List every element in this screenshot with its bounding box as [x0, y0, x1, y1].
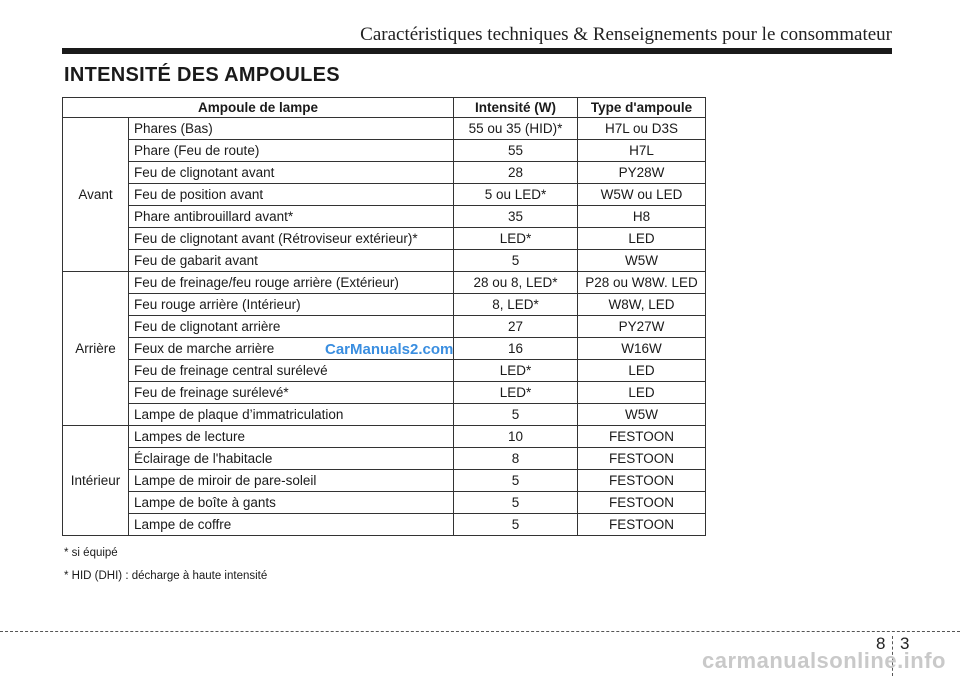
header-rule [62, 48, 892, 54]
carmanuals-watermark: CarManuals2.com [325, 341, 454, 358]
wattage-value: 5 ou LED* [454, 184, 578, 206]
wattage-value: LED* [454, 382, 578, 404]
table-row [63, 470, 706, 492]
table-row [63, 382, 706, 404]
table-row [63, 162, 706, 184]
wattage-value: 10 [454, 426, 578, 448]
bulb-type-value: PY27W [578, 316, 706, 338]
bulb-name: Feu rouge arrière (Intérieur) [129, 294, 454, 316]
header-bulb: Ampoule de lampe [63, 98, 454, 118]
bulb-name: Éclairage de l'habitacle [129, 448, 454, 470]
header-wattage: Intensité (W) [454, 98, 578, 118]
bulb-type-value: FESTOON [578, 426, 706, 448]
bulb-type-value: LED [578, 382, 706, 404]
chapter-number: 8 [876, 634, 886, 653]
wattage-value: 5 [454, 470, 578, 492]
bulb-wattage-table [62, 97, 706, 536]
section-title: INTENSITÉ DES AMPOULES [64, 64, 340, 86]
wattage-value: 8 [454, 448, 578, 470]
bulb-name: Feu de freinage/feu rouge arrière (Extérieur) [129, 272, 454, 294]
bulb-type-value: LED [578, 360, 706, 382]
table-header-row [63, 98, 706, 118]
footnote-hid: * HID (DHI) : décharge à haute intensité [64, 570, 268, 582]
bulb-type-value: FESTOON [578, 514, 706, 536]
footer-dashed-rule [0, 631, 960, 632]
wattage-value: 5 [454, 250, 578, 272]
table-row [63, 272, 706, 294]
group-label: Avant [63, 118, 129, 272]
bulb-name: Feu de clignotant arrière [129, 316, 454, 338]
bulb-name: Feu de clignotant avant (Rétroviseur extérieur)* [129, 228, 454, 250]
table-body [63, 118, 706, 536]
table-row [63, 294, 706, 316]
bulb-type-value: LED [578, 228, 706, 250]
table-row [63, 316, 706, 338]
site-watermark: carmanualsonline.info [702, 648, 946, 673]
footnote-optional: * si équipé [64, 547, 118, 559]
wattage-value: 28 ou 8, LED* [454, 272, 578, 294]
bulb-type-value: W5W [578, 404, 706, 426]
bulb-name: Lampes de lecture [129, 426, 454, 448]
bulb-type-value: W5W ou LED [578, 184, 706, 206]
wattage-value: 55 [454, 140, 578, 162]
table-row [63, 140, 706, 162]
bulb-type-value: FESTOON [578, 448, 706, 470]
wattage-value: 27 [454, 316, 578, 338]
table-row [63, 404, 706, 426]
group-label: Intérieur [63, 426, 129, 536]
bulb-type-value: W8W, LED [578, 294, 706, 316]
bulb-type-value: W16W [578, 338, 706, 360]
bulb-type-value: H7L ou D3S [578, 118, 706, 140]
bulb-name: Feu de freinage surélevé* [129, 382, 454, 404]
bulb-name: Feu de clignotant avant [129, 162, 454, 184]
bulb-name: Phares (Bas) [129, 118, 454, 140]
table-row [63, 250, 706, 272]
table-row [63, 206, 706, 228]
table-row [63, 118, 706, 140]
chapter-header-title: Caractéristiques techniques & Renseignements pour le consommateur [360, 24, 892, 45]
wattage-value: 5 [454, 514, 578, 536]
table-row [63, 184, 706, 206]
table-row [63, 426, 706, 448]
group-label: Arrière [63, 272, 129, 426]
bulb-name: Phare antibrouillard avant* [129, 206, 454, 228]
bulb-name: Lampe de plaque d’immatriculation [129, 404, 454, 426]
table-row [63, 360, 706, 382]
bulb-name: Feu de position avant [129, 184, 454, 206]
bulb-type-value: FESTOON [578, 470, 706, 492]
wattage-value: LED* [454, 228, 578, 250]
bulb-name: Lampe de coffre [129, 514, 454, 536]
table-row [63, 228, 706, 250]
table-row [63, 492, 706, 514]
wattage-value: 16 [454, 338, 578, 360]
bulb-type-value: H7L [578, 140, 706, 162]
wattage-value: 5 [454, 492, 578, 514]
wattage-value: LED* [454, 360, 578, 382]
wattage-value: 5 [454, 404, 578, 426]
bulb-type-value: W5W [578, 250, 706, 272]
bulb-name: Feu de freinage central surélevé [129, 360, 454, 382]
bulb-name: Feu de gabarit avant [129, 250, 454, 272]
bulb-type-value: P28 ou W8W. LED [578, 272, 706, 294]
bulb-name: Lampe de boîte à gants [129, 492, 454, 514]
wattage-value: 55 ou 35 (HID)* [454, 118, 578, 140]
bulb-name: Feux de marche arrière [129, 338, 454, 360]
table-row [63, 448, 706, 470]
bulb-name: Phare (Feu de route) [129, 140, 454, 162]
wattage-value: 8, LED* [454, 294, 578, 316]
bulb-type-value: PY28W [578, 162, 706, 184]
header-bulb-type: Type d'ampoule [578, 98, 706, 118]
table-row [63, 514, 706, 536]
bulb-type-value: H8 [578, 206, 706, 228]
bulb-name: Lampe de miroir de pare-soleil [129, 470, 454, 492]
bulb-type-value: FESTOON [578, 492, 706, 514]
wattage-value: 35 [454, 206, 578, 228]
wattage-value: 28 [454, 162, 578, 184]
page-number: 3 [900, 634, 910, 653]
